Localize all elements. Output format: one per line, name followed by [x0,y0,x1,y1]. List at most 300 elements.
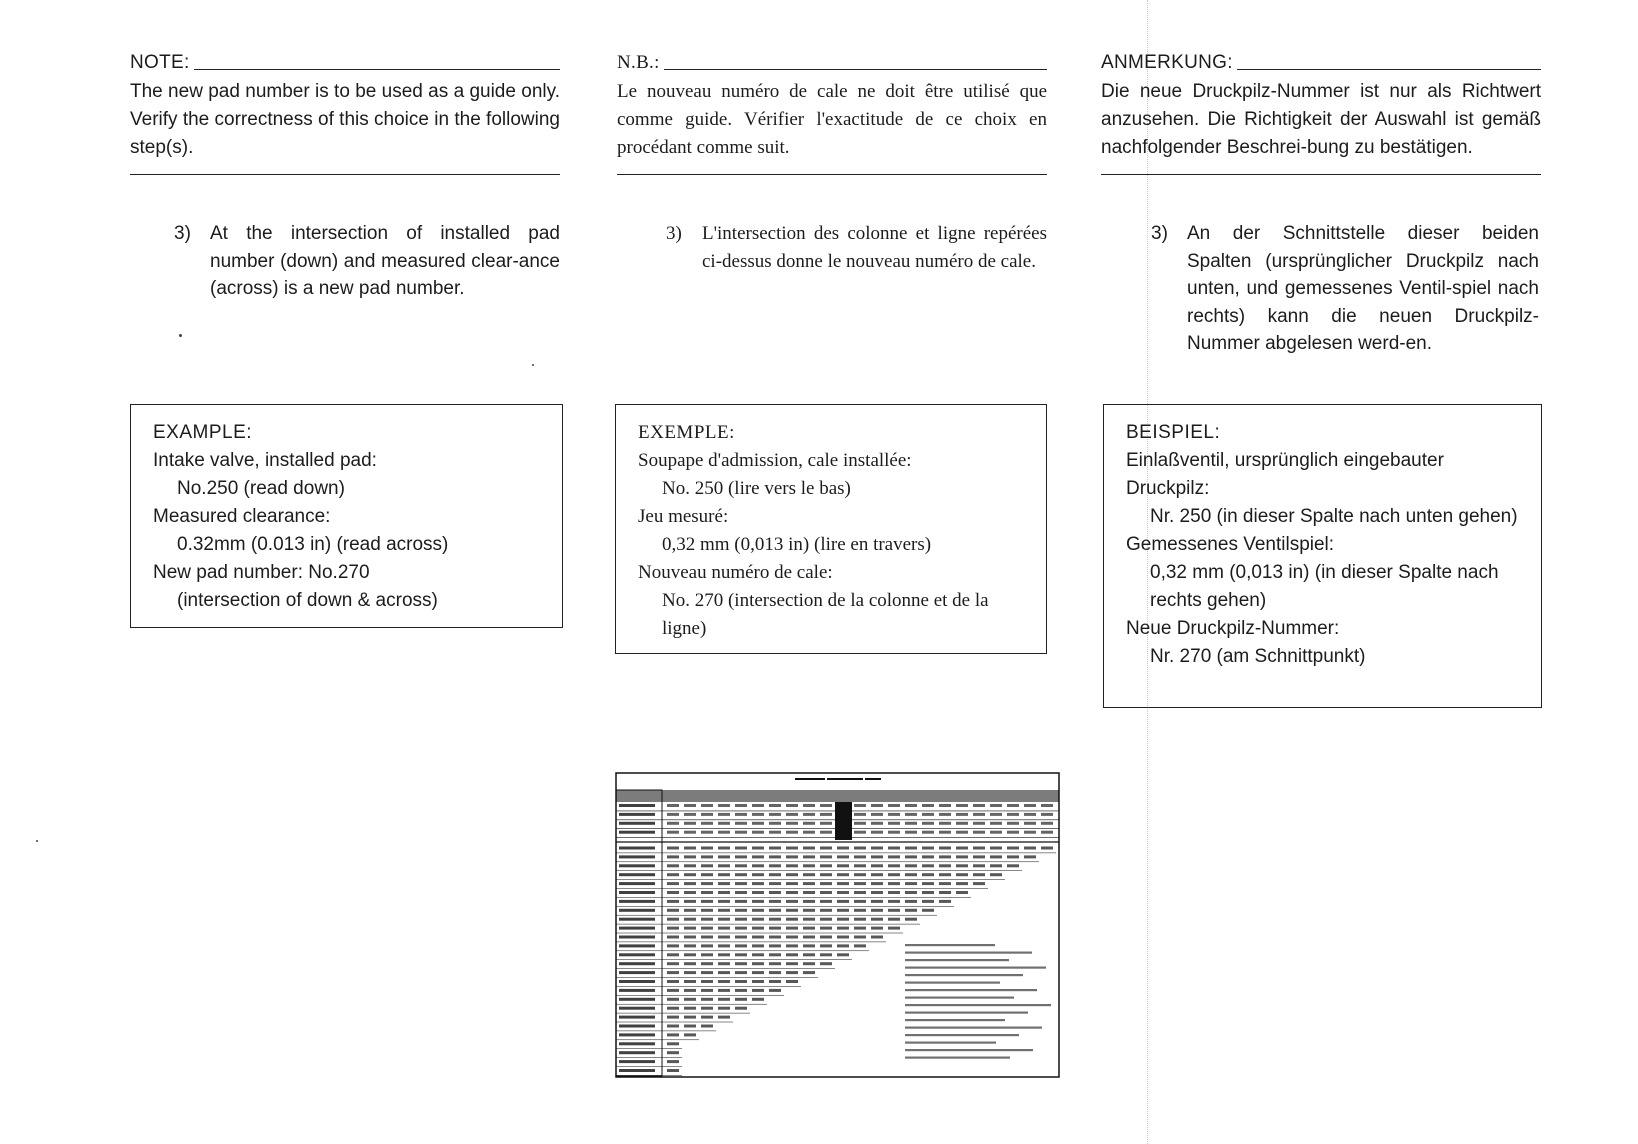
table-cell-mark [973,864,985,867]
table-cell-mark [956,831,968,834]
table-cell-mark [922,909,934,912]
table-cell-mark [837,847,849,850]
table-cell-mark [854,831,866,834]
example-title: BEISPIEL: [1126,422,1221,443]
table-cell-mark [888,873,900,876]
table-cell-mark [667,855,679,858]
table-cell-mark [871,873,883,876]
table-cell-mark [701,831,713,834]
example-line: 0,32 mm (0,013 in) (in dieser Spalte nach rechts gehen) [1150,562,1499,611]
table-cell-mark [786,804,798,807]
table-cell-mark [1024,831,1036,834]
table-cell-mark [871,831,883,834]
table-title-mark [827,778,863,780]
example-line: Neue Druckpilz-Nummer: [1126,618,1340,639]
table-cell-mark [701,882,713,885]
table-cell-mark [803,831,815,834]
table-cell-mark [820,909,832,912]
table-cell-mark [769,989,781,992]
table-cell-mark [735,927,747,930]
table-cell-mark [684,1025,696,1028]
example-title: EXAMPLE: [153,422,253,443]
table-row-label [619,971,655,974]
table-cell-mark [871,909,883,912]
table-row-label [619,998,655,1001]
table-legend-line [905,989,1037,991]
table-cell-mark [769,864,781,867]
table-cell-mark [701,927,713,930]
table-cell-mark [735,864,747,867]
table-cell-mark [871,936,883,939]
table-cell-mark [820,953,832,956]
table-highlight-column [835,802,852,840]
table-cell-mark [684,1033,696,1036]
table-cell-mark [786,936,798,939]
table-cell-mark [667,882,679,885]
table-cell-mark [684,813,696,816]
table-cell-mark [735,813,747,816]
table-cell-mark [667,1025,679,1028]
table-cell-mark [905,813,917,816]
table-cell-mark [701,971,713,974]
table-cell-mark [667,1033,679,1036]
table-cell-mark [684,804,696,807]
table-cell-mark [667,1051,679,1054]
table-cell-mark [786,864,798,867]
table-cell-mark [905,831,917,834]
table-cell-mark [701,936,713,939]
table-cell-mark [735,1007,747,1010]
table-cell-mark [752,873,764,876]
table-cell-mark [786,962,798,965]
table-cell-mark [684,998,696,1001]
table-cell-mark [718,936,730,939]
table-cell-mark [820,855,832,858]
table-cell-mark [701,909,713,912]
table-cell-mark [667,1016,679,1019]
table-cell-mark [1041,831,1053,834]
table-cell-mark [922,831,934,834]
table-cell-mark [701,873,713,876]
table-cell-mark [667,891,679,894]
table-cell-mark [701,953,713,956]
table-cell-mark [905,822,917,825]
table-cell-mark [684,989,696,992]
table-cell-mark [667,1060,679,1063]
table-cell-mark [752,864,764,867]
french-column [617,50,1047,175]
table-row-label [619,1025,655,1028]
table-cell-mark [684,831,696,834]
table-cell-mark [718,918,730,921]
table-cell-mark [956,891,968,894]
table-cell-mark [701,855,713,858]
step-text: L'intersection des colonne et ligne repérées ci-dessus donne le nouveau numéro de cale. [702,223,1047,272]
table-cell-mark [718,944,730,947]
table-cell-mark [769,980,781,983]
table-cell-mark [803,944,815,947]
table-cell-mark [752,980,764,983]
table-cell-mark [701,944,713,947]
table-cell-mark [854,900,866,903]
example-line: Soupape d'admission, cale installée: [638,450,912,471]
example-line: Jeu mesuré: [638,506,729,527]
table-cell-mark [803,953,815,956]
table-cell-mark [803,962,815,965]
table-cell-mark [922,882,934,885]
table-row-label [619,804,655,807]
table-cell-mark [684,847,696,850]
table-cell-mark [667,944,679,947]
french-step-3 [666,220,1047,275]
table-cell-mark [667,989,679,992]
table-cell-mark [854,891,866,894]
table-cell-mark [888,822,900,825]
table-cell-mark [701,813,713,816]
table-cell-mark [786,873,798,876]
table-cell-mark [786,831,798,834]
note-header-rule [194,69,560,70]
table-cell-mark [701,1025,713,1028]
example-line: No. 250 (lire vers le bas) [662,478,851,499]
example-line: Nouveau numéro de cale: [638,562,833,583]
table-cell-mark [735,882,747,885]
english-column [130,50,560,175]
table-cell-mark [667,873,679,876]
table-cell-mark [718,1016,730,1019]
table-cell-mark [752,855,764,858]
table-cell-mark [990,822,1002,825]
table-cell-mark [769,971,781,974]
table-cell-mark [735,918,747,921]
table-cell-mark [786,882,798,885]
table-legend-line [905,952,1032,954]
table-legend-line [905,1004,1051,1006]
table-cell-mark [684,873,696,876]
table-cell-mark [854,882,866,885]
note-header-rule [1237,69,1541,70]
table-cell-mark [973,855,985,858]
table-cell-mark [1007,847,1019,850]
table-cell-mark [922,891,934,894]
table-cell-mark [752,944,764,947]
table-cell-mark [888,900,900,903]
table-cell-mark [718,1007,730,1010]
table-cell-mark [956,864,968,867]
table-cell-mark [990,847,1002,850]
note-header [130,50,560,74]
table-cell-mark [871,804,883,807]
table-cell-mark [701,989,713,992]
table-cell-mark [718,989,730,992]
table-row-label [619,900,655,903]
table-cell-mark [803,813,815,816]
table-cell-mark [939,822,951,825]
table-cell-mark [718,822,730,825]
table-cell-mark [990,813,1002,816]
example-line: Nr. 250 (in dieser Spalte nach unten gehen) [1150,506,1518,527]
table-cell-mark [735,855,747,858]
table-cell-mark [735,944,747,947]
table-row-label [619,936,655,939]
table-cell-mark [888,909,900,912]
table-cell-mark [820,831,832,834]
table-cell-mark [854,918,866,921]
scan-speck [532,364,534,366]
table-cell-mark [1007,855,1019,858]
table-legend-line [905,1057,1010,1059]
pad-selection-table-thumbnail [615,772,1060,1078]
table-cell-mark [752,822,764,825]
table-cell-mark [1041,822,1053,825]
table-cell-mark [1024,855,1036,858]
table-cell-mark [701,1016,713,1019]
table-cell-mark [820,804,832,807]
table-legend-line [905,967,1046,969]
table-cell-mark [803,909,815,912]
table-cell-mark [871,882,883,885]
table-cell-mark [1024,813,1036,816]
note-text: Die neue Druckpilz-Nummer ist nur als Richtwert anzusehen. Die Richtigkeit der Auswahl ist gemäß nachfolgender Beschrei-bung zu bestätigen. [1101,81,1541,158]
table-cell-mark [820,813,832,816]
table-row-label [619,1060,655,1063]
table-row-label [619,944,655,947]
table-cell-mark [939,855,951,858]
table-row-label [619,909,655,912]
table-cell-mark [752,891,764,894]
table-cell-mark [769,962,781,965]
table-cell-mark [769,909,781,912]
table-cell-mark [718,864,730,867]
table-cell-mark [701,891,713,894]
table-cell-mark [1007,864,1019,867]
table-cell-mark [786,927,798,930]
table-cell-mark [973,873,985,876]
table-title-mark [865,778,881,780]
table-cell-mark [803,891,815,894]
table-cell-mark [888,891,900,894]
english-step-3 [174,220,560,303]
table-legend-line [905,1034,1019,1036]
table-cell-mark [939,804,951,807]
table-cell-mark [990,873,1002,876]
table-cell-mark [684,855,696,858]
table-cell-mark [1024,822,1036,825]
table-cell-mark [854,855,866,858]
table-cell-mark [701,962,713,965]
table-cell-mark [701,900,713,903]
note-end-rule [1101,174,1541,175]
table-row-label [619,1033,655,1036]
table-cell-mark [820,873,832,876]
table-cell-mark [735,998,747,1001]
table-cell-mark [820,822,832,825]
table-cell-mark [667,998,679,1001]
table-cell-mark [854,864,866,867]
table-cell-mark [684,891,696,894]
table-row-label [619,864,655,867]
table-cell-mark [922,847,934,850]
table-cell-mark [718,847,730,850]
table-cell-mark [752,953,764,956]
step-text: An der Schnittstelle dieser beiden Spalten (ursprünglicher Druckpilz nach unten, und gemessenes Ventil-spiel nach rechts) kann die neuen Druckpilz-Nummer abgelesen werd-en. [1187,223,1539,354]
table-cell-mark [667,980,679,983]
table-cell-mark [684,900,696,903]
table-cell-mark [718,804,730,807]
table-cell-mark [888,864,900,867]
table-header-band [616,790,1059,802]
scan-speck [36,840,38,842]
table-cell-mark [769,918,781,921]
table-row-label [619,822,655,825]
table-row-label [619,1051,655,1054]
table-cell-mark [684,918,696,921]
table-legend-line [905,982,1000,984]
table-cell-mark [752,936,764,939]
table-cell-mark [922,855,934,858]
example-line: No. 270 (intersection de la colonne et de la ligne) [662,590,989,639]
table-cell-mark [956,847,968,850]
table-legend-line [905,1049,1033,1051]
table-row-label [619,855,655,858]
table-cell-mark [718,962,730,965]
table-cell-mark [803,864,815,867]
table-cell-mark [718,980,730,983]
table-cell-mark [871,900,883,903]
table-cell-mark [735,909,747,912]
table-cell-mark [718,909,730,912]
table-cell-mark [837,909,849,912]
table-cell-mark [1007,831,1019,834]
table-cell-mark [820,864,832,867]
table-title-mark [795,778,825,780]
table-cell-mark [854,944,866,947]
table-cell-mark [718,891,730,894]
table-cell-mark [820,847,832,850]
table-cell-mark [718,855,730,858]
table-cell-mark [769,813,781,816]
table-cell-mark [735,873,747,876]
table-cell-mark [667,804,679,807]
table-cell-mark [735,891,747,894]
table-cell-mark [871,847,883,850]
table-cell-mark [905,855,917,858]
table-cell-mark [786,813,798,816]
table-cell-mark [701,822,713,825]
table-cell-mark [854,873,866,876]
note-header-rule [664,69,1047,70]
example-title: EXEMPLE: [638,422,735,443]
table-cell-mark [718,953,730,956]
table-row-label [619,831,655,834]
table-legend-line [905,974,1023,976]
table-cell-mark [1007,822,1019,825]
table-legend-line [905,997,1014,999]
table-cell-mark [871,891,883,894]
table-cell-mark [905,882,917,885]
table-cell-mark [718,927,730,930]
table-cell-mark [684,822,696,825]
table-cell-mark [871,927,883,930]
table-cell-mark [990,864,1002,867]
table-cell-mark [837,900,849,903]
example-line: Einlaßventil, ursprünglich eingebauter Druckpilz: [1126,450,1444,499]
table-cell-mark [939,831,951,834]
table-cell-mark [667,813,679,816]
table-cell-mark [905,918,917,921]
note-text: Le nouveau numéro de cale ne doit être utilisé que comme guide. Vérifier l'exactitude de ce choix en procédant comme suit. [617,81,1047,158]
table-cell-mark [684,971,696,974]
table-row-label [619,882,655,885]
table-cell-mark [735,962,747,965]
table-cell-mark [871,813,883,816]
table-legend-line [905,1019,1005,1021]
example-line: 0.32mm (0.013 in) (read across) [177,534,449,555]
table-row-label [619,962,655,965]
table-cell-mark [939,891,951,894]
step-text: At the intersection of installed pad number (down) and measured clear-ance (across) is a new pad number. [210,223,560,299]
table-cell-mark [939,864,951,867]
table-cell-mark [888,918,900,921]
table-cell-mark [752,971,764,974]
table-cell-mark [786,980,798,983]
table-cell-mark [752,927,764,930]
table-cell-mark [752,882,764,885]
table-cell-mark [667,822,679,825]
table-row-label [619,813,655,816]
table-cell-mark [871,918,883,921]
example-line: No.250 (read down) [177,478,345,499]
table-cell-mark [888,813,900,816]
table-cell-mark [769,822,781,825]
table-cell-mark [701,998,713,1001]
table-cell-mark [854,909,866,912]
table-legend-line [905,944,995,946]
german-column [1101,50,1541,175]
table-cell-mark [922,822,934,825]
table-cell-mark [905,804,917,807]
note-text: The new pad number is to be used as a guide only. Verify the correctness of this choice in the following step(s). [130,81,560,158]
table-cell-mark [837,855,849,858]
table-cell-mark [820,918,832,921]
step-number: 3) [666,223,682,244]
table-cell-mark [769,804,781,807]
example-line: (intersection of down & across) [177,590,438,611]
table-cell-mark [718,813,730,816]
table-cell-mark [820,944,832,947]
table-cell-mark [820,936,832,939]
table-cell-mark [803,847,815,850]
table-cell-mark [684,944,696,947]
example-line: Nr. 270 (am Schnittpunkt) [1150,646,1366,667]
table-cell-mark [888,831,900,834]
table-cell-mark [939,873,951,876]
table-cell-mark [854,804,866,807]
table-cell-mark [854,813,866,816]
table-cell-mark [956,855,968,858]
table-cell-mark [752,918,764,921]
table-cell-mark [718,971,730,974]
note-header [617,50,1047,74]
table-cell-mark [803,918,815,921]
table-cell-mark [871,822,883,825]
table-cell-mark [905,864,917,867]
table-cell-mark [667,847,679,850]
table-cell-mark [803,936,815,939]
table-cell-mark [752,831,764,834]
table-cell-mark [1024,804,1036,807]
table-cell-mark [837,873,849,876]
